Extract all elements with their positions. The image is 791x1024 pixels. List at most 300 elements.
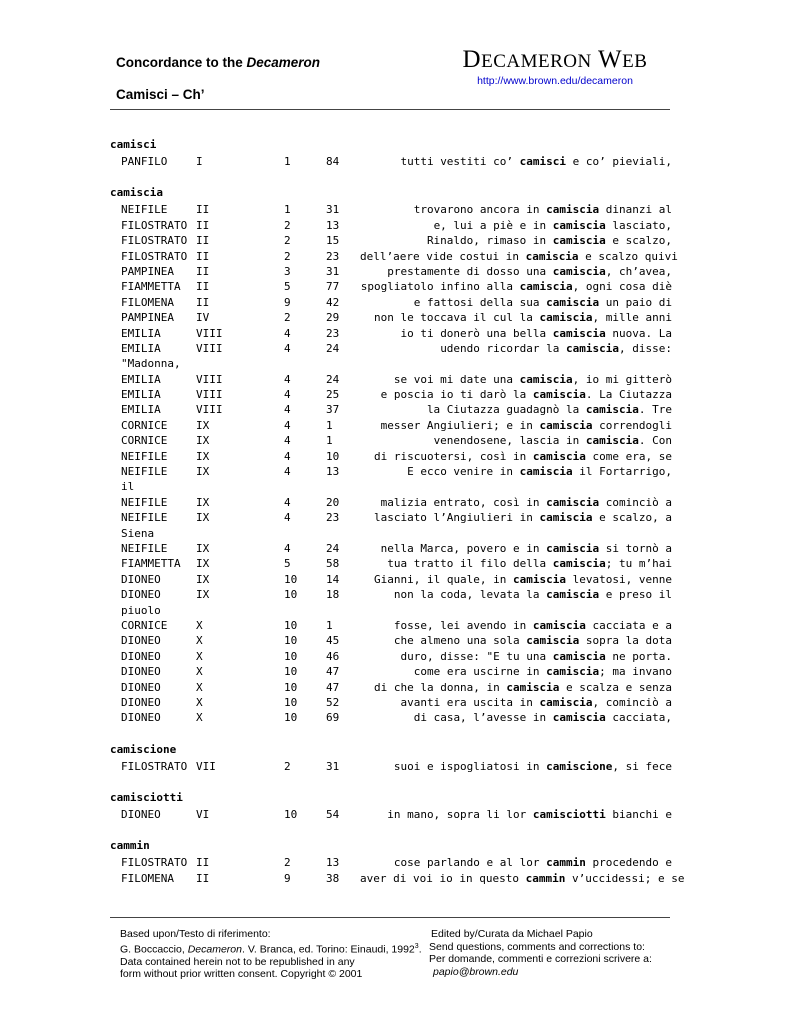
context-cell <box>360 154 672 169</box>
context-before: udendo ricordar la <box>440 341 567 355</box>
line-cell: 46 <box>326 649 340 663</box>
context-cell <box>360 695 672 710</box>
context-after: , ch’avea, <box>605 264 672 278</box>
novella-cell: 4 <box>284 511 291 525</box>
context-before: fosse, lei avendo in <box>393 618 533 632</box>
novella-cell: 4 <box>284 341 291 355</box>
novella-cell: 10 <box>284 665 298 679</box>
concordance-row <box>110 510 690 525</box>
day-cell: IX <box>196 588 210 602</box>
context-before: duro, disse: "E tu una <box>400 649 553 663</box>
speaker-cell: PAMPINEA <box>121 311 174 325</box>
day-cell: II <box>196 249 210 263</box>
brand-ecameron: ECAMERON <box>481 51 592 72</box>
novella-cell: 10 <box>284 618 298 632</box>
novella-cell: 4 <box>284 541 291 555</box>
concordance-row <box>110 807 690 822</box>
novella-cell: 10 <box>284 634 298 648</box>
keyword: camisciotti <box>532 808 606 822</box>
concordance-row <box>110 464 690 479</box>
speaker-cell: FILOSTRATO <box>121 856 188 870</box>
line-cell: 1 <box>326 418 333 432</box>
novella-cell: 2 <box>284 218 291 232</box>
keyword: camiscia <box>552 557 606 571</box>
keyword: cammin <box>525 871 566 885</box>
context-cell <box>360 855 672 870</box>
headword: camisciotti <box>110 791 183 805</box>
day-cell: II <box>196 218 210 232</box>
speaker-cell: EMILIA <box>121 341 161 355</box>
concordance-row <box>110 433 690 448</box>
speaker-cell: EMILIA <box>121 326 161 340</box>
keyword: camiscia <box>546 588 600 602</box>
day-cell: II <box>196 295 210 309</box>
brand-eb: EB <box>622 51 648 72</box>
context-cell <box>360 680 672 695</box>
context-before: lasciato l’Angiulieri in <box>373 511 540 525</box>
line-cell: 38 <box>326 871 340 885</box>
day-cell: VIII <box>196 403 223 417</box>
concordance-row <box>110 759 690 774</box>
speaker-cell: DIONEO <box>121 665 161 679</box>
concordance-row <box>110 402 690 417</box>
speaker-cell: NEIFILE <box>121 449 168 463</box>
context-after: e co’ pieviali, <box>566 155 672 168</box>
line-cell: 24 <box>326 541 340 555</box>
header-divider <box>110 109 670 110</box>
line-cell: 20 <box>326 495 340 509</box>
context-cell <box>360 807 672 822</box>
context-before: cose parlando e al lor <box>393 856 547 870</box>
keyword: camiscia <box>552 711 606 725</box>
context-cell <box>360 341 672 356</box>
speaker-cell: FILOSTRATO <box>121 249 188 263</box>
novella-cell: 4 <box>284 434 291 448</box>
keyword: camiscia <box>552 326 606 340</box>
keyword: camiscia <box>532 388 586 402</box>
keyword: camiscia <box>526 634 580 648</box>
day-cell: IX <box>196 541 210 555</box>
keyword: camiscia <box>506 680 560 694</box>
concordance-entry <box>110 742 690 774</box>
context-before: non la coda, levata la <box>393 588 547 602</box>
context-before: di che la donna, in <box>373 680 507 694</box>
context-before: suoi e ispogliatosi in <box>393 759 547 773</box>
document-title <box>116 55 320 70</box>
novella-cell: 10 <box>284 808 298 822</box>
day-cell: II <box>196 203 210 217</box>
concordance-row <box>110 326 690 341</box>
concordance-row <box>110 855 690 870</box>
day-cell: IV <box>196 311 210 325</box>
document-subtitle: Camisci – Ch’ <box>116 87 205 102</box>
line-cell: 25 <box>326 388 340 402</box>
speaker-cell: CORNICE <box>121 418 168 432</box>
context-wrap: il <box>121 480 135 494</box>
keyword: cammin <box>546 856 586 870</box>
concordance-row <box>110 279 690 294</box>
concordance-row <box>110 249 690 264</box>
footer-editor: Edited by/Curata da Michael Papio <box>431 928 593 940</box>
concordance-row <box>110 218 690 233</box>
concordance-entry <box>110 790 690 822</box>
footer-per-domande: Per domande, commenti e correzioni scrivere a: <box>429 953 652 965</box>
concordance-row <box>110 680 690 695</box>
line-cell: 77 <box>326 280 340 294</box>
context-after: il Fortarrigo, <box>572 465 672 479</box>
keyword: camisci <box>519 155 567 168</box>
day-cell: II <box>196 264 210 278</box>
novella-cell: 4 <box>284 403 291 417</box>
novella-cell: 10 <box>284 680 298 694</box>
context-cell <box>360 759 672 774</box>
brand-w: W <box>598 46 623 73</box>
context-before: avanti era uscita in <box>400 695 540 709</box>
keyword: camiscia <box>539 311 593 325</box>
keyword: camiscia <box>546 665 600 679</box>
context-after: come era, se <box>585 449 672 463</box>
context-before: la Ciutazza guadagnò la <box>426 403 586 417</box>
line-cell: 84 <box>326 155 340 168</box>
context-after: un paio di <box>599 295 672 309</box>
context-before: che almeno una sola <box>393 634 527 648</box>
context-before: come era uscirne in <box>413 665 547 679</box>
concordance-row <box>110 341 690 356</box>
line-cell: 58 <box>326 557 340 571</box>
keyword: camiscia <box>546 541 600 555</box>
novella-cell: 10 <box>284 649 298 663</box>
speaker-cell: EMILIA <box>121 388 161 402</box>
keyword: camiscia <box>566 341 620 355</box>
context-before: di casa, l’avesse in <box>413 711 553 725</box>
context-before: nella Marca, povero e in <box>380 541 547 555</box>
keyword: camiscia <box>519 280 573 294</box>
concordance-row <box>110 587 690 602</box>
speaker-cell: NEIFILE <box>121 511 168 525</box>
keyword: camiscia <box>513 572 567 586</box>
speaker-cell: FILOMENA <box>121 295 174 309</box>
context-before: e, lui a piè e in <box>433 218 553 232</box>
context-after: cacciata e a <box>585 618 672 632</box>
keyword: camiscia <box>585 403 639 417</box>
context-cell <box>360 587 672 602</box>
concordance-row <box>110 618 690 633</box>
context-cell <box>360 326 672 341</box>
line-cell: 24 <box>326 341 340 355</box>
context-after: e scalzo, <box>605 234 672 248</box>
speaker-cell: DIONEO <box>121 588 161 602</box>
day-cell: I <box>196 155 203 168</box>
line-cell: 13 <box>326 856 340 870</box>
novella-cell: 10 <box>284 695 298 709</box>
speaker-cell: PANFILO <box>121 155 168 168</box>
keyword: camiscia <box>552 234 606 248</box>
footer-reference-citation <box>120 941 422 956</box>
novella-cell: 1 <box>284 203 291 217</box>
line-cell: 10 <box>326 449 340 463</box>
day-cell: VIII <box>196 372 223 386</box>
context-after: sopra la dota <box>579 634 672 648</box>
speaker-cell: DIONEO <box>121 649 161 663</box>
day-cell: X <box>196 680 203 694</box>
day-cell: VIII <box>196 388 223 402</box>
context-cell <box>360 710 672 725</box>
day-cell: X <box>196 649 203 663</box>
context-after: lasciato, <box>605 218 672 232</box>
day-cell: X <box>196 695 203 709</box>
context-after: v’uccidessi; e se <box>565 871 685 885</box>
concordance-row <box>110 154 690 169</box>
context-after: cominciò a <box>599 495 672 509</box>
day-cell: IX <box>196 418 210 432</box>
context-wrap: piuolo <box>121 603 161 617</box>
title-prefix: Concordance to the <box>116 55 247 70</box>
headword: camiscia <box>110 186 163 200</box>
line-cell: 23 <box>326 326 340 340</box>
context-after: cacciata, <box>605 711 672 725</box>
line-cell: 29 <box>326 311 340 325</box>
keyword: camiscia <box>539 418 593 432</box>
novella-cell: 4 <box>284 388 291 402</box>
novella-cell: 3 <box>284 264 291 278</box>
day-cell: IX <box>196 511 210 525</box>
novella-cell: 10 <box>284 711 298 725</box>
keyword: camiscia <box>539 695 593 709</box>
context-wrap: "Madonna, <box>121 357 181 371</box>
context-after: , io mi gitterò <box>572 372 672 386</box>
footer-credits <box>120 928 422 981</box>
concordance-row <box>110 202 690 217</box>
keyword: camiscia <box>519 372 573 386</box>
line-cell: 31 <box>326 759 340 773</box>
context-after: levatosi, venne <box>566 572 672 586</box>
site-url-link[interactable]: http://www.brown.edu/decameron <box>477 75 633 87</box>
context-after: e scalza e senza <box>559 680 672 694</box>
line-cell: 31 <box>326 203 340 217</box>
novella-cell: 9 <box>284 871 291 885</box>
speaker-cell: NEIFILE <box>121 203 168 217</box>
speaker-cell: PAMPINEA <box>121 264 174 278</box>
context-cell <box>360 279 672 294</box>
context-cell <box>360 495 672 510</box>
keyword: camiscione <box>546 759 613 773</box>
citation-edition: 3 <box>414 942 419 950</box>
concordance-row <box>110 495 690 510</box>
concordance-entry <box>110 838 690 886</box>
keyword: camiscia <box>552 218 606 232</box>
line-cell: 1 <box>326 618 333 632</box>
context-before: tua tratto il filo della <box>387 557 553 571</box>
concordance-row <box>110 418 690 433</box>
speaker-cell: DIONEO <box>121 572 161 586</box>
novella-cell: 5 <box>284 557 291 571</box>
context-before: venendosene, lascia in <box>433 434 586 448</box>
context-after: correndogli <box>592 418 672 432</box>
context-cell <box>360 295 672 310</box>
keyword: camiscia <box>539 511 593 525</box>
concordance-row <box>110 295 690 310</box>
speaker-cell: NEIFILE <box>121 541 168 555</box>
line-cell: 69 <box>326 711 340 725</box>
footer-divider <box>110 917 670 918</box>
line-cell: 18 <box>326 588 340 602</box>
context-before: non le toccava il cul la <box>373 311 540 325</box>
novella-cell: 5 <box>284 280 291 294</box>
concordance-row <box>110 233 690 248</box>
line-cell: 14 <box>326 572 340 586</box>
context-after: e scalzo, a <box>592 511 672 525</box>
context-after: dinanzi al <box>599 203 672 217</box>
line-cell: 13 <box>326 218 340 232</box>
concordance-row <box>110 264 690 279</box>
context-before: E ecco venire in <box>407 465 520 479</box>
day-cell: X <box>196 618 203 632</box>
line-cell: 54 <box>326 808 340 822</box>
concordance-row <box>110 556 690 571</box>
context-before: in mano, sopra li lor <box>387 808 533 822</box>
day-cell: X <box>196 665 203 679</box>
day-cell: VI <box>196 808 210 822</box>
footer-rights-line1: Data contained herein not to be republished in any <box>120 955 355 968</box>
keyword: camiscia <box>546 495 600 509</box>
speaker-cell: DIONEO <box>121 634 161 648</box>
line-cell: 24 <box>326 372 340 386</box>
keyword: camiscia <box>552 649 606 663</box>
context-cell <box>360 618 672 633</box>
context-cell <box>360 633 672 648</box>
day-cell: IX <box>196 434 210 448</box>
context-before: spogliatolo infino alla <box>360 280 520 294</box>
keyword: camiscia <box>532 618 586 632</box>
context-before: tutti vestiti co’ <box>400 155 520 168</box>
footer-send-questions: Send questions, comments and corrections to: <box>429 940 645 953</box>
novella-cell: 2 <box>284 311 291 325</box>
context-before: Rinaldo, rimaso in <box>426 234 553 248</box>
speaker-cell: NEIFILE <box>121 465 168 479</box>
novella-cell: 4 <box>284 449 291 463</box>
keyword: camiscia <box>546 295 600 309</box>
day-cell: VIII <box>196 326 223 340</box>
concordance-row <box>110 310 690 325</box>
day-cell: II <box>196 871 210 885</box>
context-cell <box>360 464 672 479</box>
day-cell: VIII <box>196 341 223 355</box>
speaker-cell: FILOSTRATO <box>121 234 188 248</box>
context-before: trovarono ancora in <box>413 203 547 217</box>
speaker-cell: FILOMENA <box>121 871 174 885</box>
context-before: di riscuotersi, così in <box>373 449 533 463</box>
context-after: . Tre <box>638 403 672 417</box>
novella-cell: 10 <box>284 572 298 586</box>
line-cell: 31 <box>326 264 340 278</box>
citation-author: G. Boccaccio, <box>120 943 188 955</box>
novella-cell: 4 <box>284 372 291 386</box>
context-before: io ti donerò una bella <box>400 326 553 340</box>
context-after: . Con <box>638 434 672 448</box>
context-cell <box>360 402 672 417</box>
context-cell <box>360 264 672 279</box>
brand-d: D <box>462 46 482 73</box>
keyword: camiscia <box>532 449 586 463</box>
day-cell: IX <box>196 495 210 509</box>
context-before: dell’aere vide costui in <box>360 249 526 263</box>
context-after: . La Ciutazza <box>585 388 672 402</box>
context-after: ; ma invano <box>599 665 672 679</box>
novella-cell: 4 <box>284 465 291 479</box>
context-before: se voi mi date una <box>393 372 520 386</box>
day-cell: II <box>196 280 210 294</box>
day-cell: IX <box>196 449 210 463</box>
line-cell: 52 <box>326 695 340 709</box>
site-logo <box>460 46 650 74</box>
line-cell: 1 <box>326 434 333 448</box>
context-after: si tornò a <box>599 541 672 555</box>
footer-rights-line2: form without prior written consent. Copyright © 2001 <box>120 968 363 980</box>
speaker-cell: FIAMMETTA <box>121 280 181 294</box>
concordance-row <box>110 387 690 402</box>
context-cell <box>360 433 672 448</box>
line-cell: 23 <box>326 249 340 263</box>
novella-cell: 10 <box>284 588 298 602</box>
keyword: camiscia <box>552 264 606 278</box>
concordance-entry <box>110 137 690 169</box>
footer-contact <box>429 928 652 978</box>
context-before: e fattosi della sua <box>413 295 547 309</box>
context-cell <box>360 218 672 233</box>
concordance-row <box>110 710 690 725</box>
context-before: Gianni, il quale, in <box>373 572 514 586</box>
concordance-row <box>110 649 690 664</box>
line-cell: 13 <box>326 465 340 479</box>
title-italic: Decameron <box>246 55 321 70</box>
day-cell: VII <box>196 759 216 773</box>
context-after: , mille anni <box>592 311 672 325</box>
novella-cell: 1 <box>284 155 291 168</box>
context-before: prestamente di dosso una <box>387 264 553 278</box>
speaker-cell: DIONEO <box>121 695 161 709</box>
context-after: e preso il <box>599 588 672 602</box>
novella-cell: 4 <box>284 495 291 509</box>
line-cell: 23 <box>326 511 340 525</box>
speaker-cell: EMILIA <box>121 372 161 386</box>
concordance-row <box>110 871 690 886</box>
concordance-row <box>110 541 690 556</box>
novella-cell: 2 <box>284 759 291 773</box>
speaker-cell: FILOSTRATO <box>121 218 188 232</box>
concordance-row <box>110 633 690 648</box>
footer-email-link[interactable]: papio@brown.edu <box>433 965 519 978</box>
headword: camiscione <box>110 742 177 756</box>
novella-cell: 2 <box>284 249 291 263</box>
day-cell: IX <box>196 572 210 586</box>
context-cell <box>360 541 672 556</box>
context-before: malizia entrato, così in <box>380 495 547 509</box>
context-cell <box>360 249 678 264</box>
context-after: , si fece <box>612 759 672 773</box>
context-cell <box>360 556 672 571</box>
context-cell <box>360 418 672 433</box>
keyword: camiscia <box>519 465 573 479</box>
speaker-cell: EMILIA <box>121 403 161 417</box>
concordance-row <box>110 372 690 387</box>
line-cell: 37 <box>326 403 340 417</box>
speaker-cell: NEIFILE <box>121 495 168 509</box>
context-after: ; tu m’hai <box>605 557 672 571</box>
day-cell: II <box>196 856 210 870</box>
footer-reference-label: Based upon/Testo di riferimento: <box>120 928 271 940</box>
concordance-row <box>110 449 690 464</box>
keyword: camiscia <box>546 203 600 217</box>
